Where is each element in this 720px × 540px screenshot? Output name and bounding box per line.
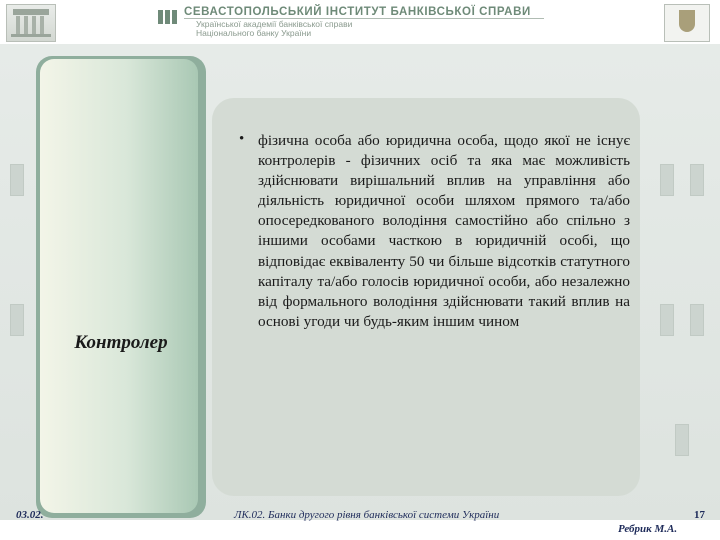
- institute-title: СЕВАСТОПОЛЬСЬКИЙ ІНСТИТУТ БАНКІВСЬКОЇ СПРАВИ: [184, 6, 531, 18]
- footer-author: Ребрик М.А.: [618, 523, 678, 535]
- definition-bullet: •: [239, 131, 245, 147]
- institute-mark-icon: [158, 10, 178, 24]
- institute-subtitle-1: Української академії банківської справи: [196, 19, 353, 29]
- term-panel: [36, 56, 206, 518]
- footer-bar: [0, 520, 720, 540]
- slide-header: [0, 0, 720, 44]
- institute-subtitle-2: Національного банку України: [196, 28, 312, 38]
- page-number: 17: [694, 509, 705, 521]
- term-label: Контролер: [74, 332, 168, 353]
- building-logo-icon: [6, 4, 56, 42]
- footer-course-title: ЛК.02. Банки другого рівня банківської системи України: [234, 509, 500, 521]
- coat-of-arms-icon: [664, 4, 710, 42]
- definition-text: фізична особа або юридична особа, щодо якої не існує контролерів - фізичних осіб та яка має можливість здійснювати вирішальний вплив на управління або діяльність юридичної особи шляхом прямого та/або опосередкованого володіння самостійно або спільно з іншими особами часткою в юридичній особі, що відповідає еквіваленту 50 чи більше відсотків статутного капіталу та/або голосів юридичної особи, або незалежно від формального володіння здійснювати такий вплив на основі угоди чи будь-яким іншим чином: [258, 132, 630, 330]
- footer-date: 03.02.: [16, 509, 44, 521]
- term-panel-inner: [40, 59, 198, 513]
